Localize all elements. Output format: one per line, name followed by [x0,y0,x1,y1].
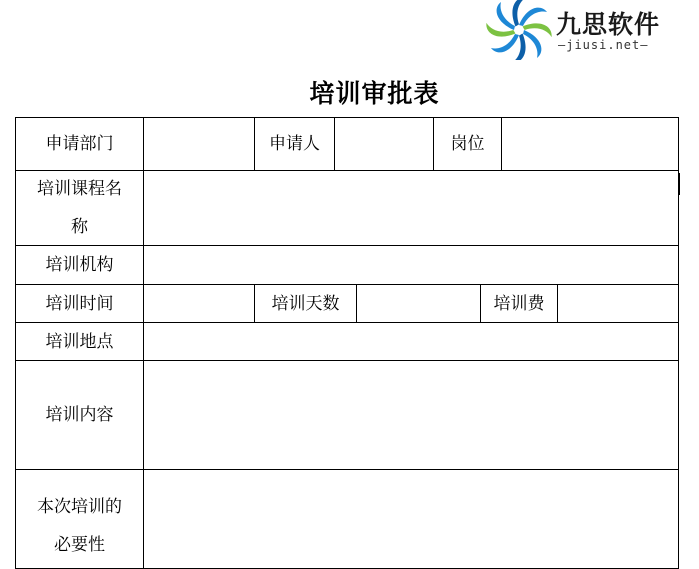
jiusi-logo [486,0,691,60]
necessity-input-cell[interactable] [143,469,679,569]
time-label-cell [15,284,144,323]
logo-brand-text: 九思软件 [556,10,661,39]
content-label: 培训内容 [45,405,114,425]
pinwheel-logo-icon [486,0,552,60]
course-label: 培训课程名称 [37,179,122,237]
org-input-cell[interactable] [143,245,679,285]
fee-input-cell[interactable] [557,284,679,323]
applicant-label-cell [254,117,335,171]
course-label-cell [15,170,144,246]
location-label: 培训地点 [45,331,114,352]
table-edge-mark [679,173,680,195]
dept-label-cell [15,117,144,171]
necessity-label-cell [15,469,144,569]
position-label-cell [433,117,502,171]
days-label: 培训天数 [271,293,340,314]
dept-input-cell[interactable] [143,117,255,171]
dept-label: 申请部门 [45,134,114,154]
form-title: 培训审批表 [309,79,440,108]
location-input-cell[interactable] [143,322,679,361]
days-label-cell [254,284,357,323]
fee-label: 培训费 [493,293,545,314]
content-input-cell[interactable] [143,360,679,470]
org-label: 培训机构 [45,255,114,275]
content-label-cell [15,360,144,470]
position-input-cell[interactable] [501,117,679,171]
org-label-cell [15,245,144,285]
applicant-label: 申请人 [269,134,320,154]
time-label: 培训时间 [45,293,114,314]
fee-label-cell [480,284,558,323]
position-label: 岗位 [450,134,485,154]
necessity-label: 本次培训的必要性 [37,497,122,555]
days-input-cell[interactable] [356,284,481,323]
course-input-cell[interactable] [143,170,679,246]
location-label-cell [15,322,144,361]
time-input-cell[interactable] [143,284,255,323]
logo-url-text: —jiusi.net— [558,38,649,52]
applicant-input-cell[interactable] [334,117,434,171]
